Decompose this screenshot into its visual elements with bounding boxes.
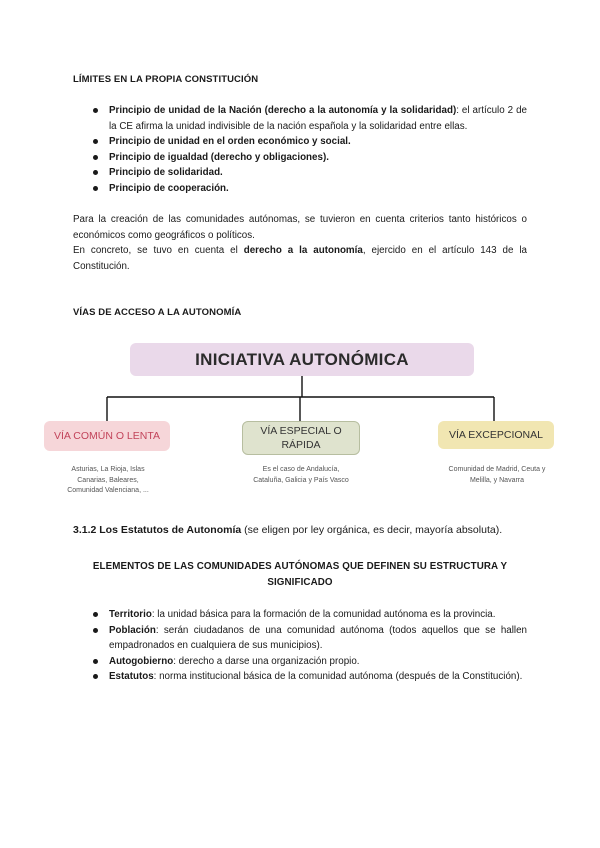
list-item-bold: Territorio [109, 609, 152, 620]
paragraph-bold: derecho a la autonomía [243, 245, 363, 256]
diagram-note-via-especial: Es el caso de Andalucía, Cataluña, Galicia y País Vasco [253, 466, 349, 484]
list-item-text: : el artículo 2 de la CE afirma la unidad indivisible de la nación española y la solidaridad entre ellas. [109, 105, 527, 132]
elements-list [89, 607, 527, 685]
diagram-box-via-excepcional: VÍA EXCEPCIONAL [438, 421, 554, 449]
paragraph-criterios: Para la creación de las comunidades autónomas, se tuvieron en cuenta criterios tanto históricos o económicos como geográficos o políticos. [73, 214, 527, 241]
list-item-bold: Principio de cooperación. [109, 182, 229, 194]
subsection-title-text: (se eligen por ley orgánica, es decir, mayoría absoluta). [241, 524, 503, 536]
diagram-box-iniciativa: INICIATIVA AUTONÓMICA [130, 343, 474, 376]
list-item-bold: Principio de unidad en el orden económico y social. [109, 136, 351, 147]
subsection-title-estatutos [73, 523, 533, 539]
section-heading-elementos [73, 559, 527, 591]
subsection-title-bold: 3.1.2 Los Estatutos de Autonomía [73, 524, 242, 536]
section-heading-limites: LÍMITES EN LA PROPIA CONSTITUCIÓN [73, 74, 259, 85]
list-item [89, 654, 527, 670]
list-item [89, 669, 527, 685]
list-item-bold: Principio de solidaridad. [109, 167, 223, 178]
list-item-bold: Estatutos [109, 671, 154, 682]
list-item-bold: Principio de unidad de la Nación (derecho a la autonomía y la solidaridad) [109, 105, 457, 116]
list-item-text: : la unidad básica para la formación de la comunidad autónoma es la provincia. [151, 609, 496, 620]
list-item-text: : serán ciudadanos de una comunidad autónoma (todos aquellos que se hallen empadronados en cualquiera de sus municipios). [109, 624, 527, 651]
list-item-bold: Principio de igualdad (derecho y obligaciones). [109, 151, 329, 163]
list-item-text: : derecho a darse una organización propio. [173, 655, 360, 667]
paragraph-text: , ejercido en el artículo 143 de la Constitución. [73, 245, 527, 272]
list-item-text: : norma institucional básica de la comunidad autónoma (después de la Constitución). [153, 671, 523, 682]
diagram-box-via-especial: VÍA ESPECIAL O RÁPIDA [242, 421, 360, 455]
list-item [89, 607, 527, 623]
list-item [89, 623, 527, 654]
diagram-note-via-excepcional: Comunidad de Madrid, Ceuta y Melilla, y Navarra [448, 466, 546, 484]
heading-line: SIGNIFICADO [267, 577, 333, 588]
list-item-bold: Autogobierno [109, 655, 174, 667]
diagram-box-via-comun: VÍA COMÚN O LENTA [44, 421, 170, 451]
section-heading-vias: VÍAS DE ACCESO A LA AUTONOMÍA [73, 307, 242, 318]
list-item-bold: Población [109, 624, 156, 636]
diagram-note-via-comun: Asturias, La Rioja, Islas Canarias, Baleares, Comunidad Valenciana, ... [67, 466, 149, 494]
heading-line: ELEMENTOS DE LAS COMUNIDADES AUTÓNOMAS QUE DEFINEN SU ESTRUCTURA Y [92, 561, 508, 572]
paragraph-text: En concreto, se tuvo en cuenta el [73, 245, 244, 256]
